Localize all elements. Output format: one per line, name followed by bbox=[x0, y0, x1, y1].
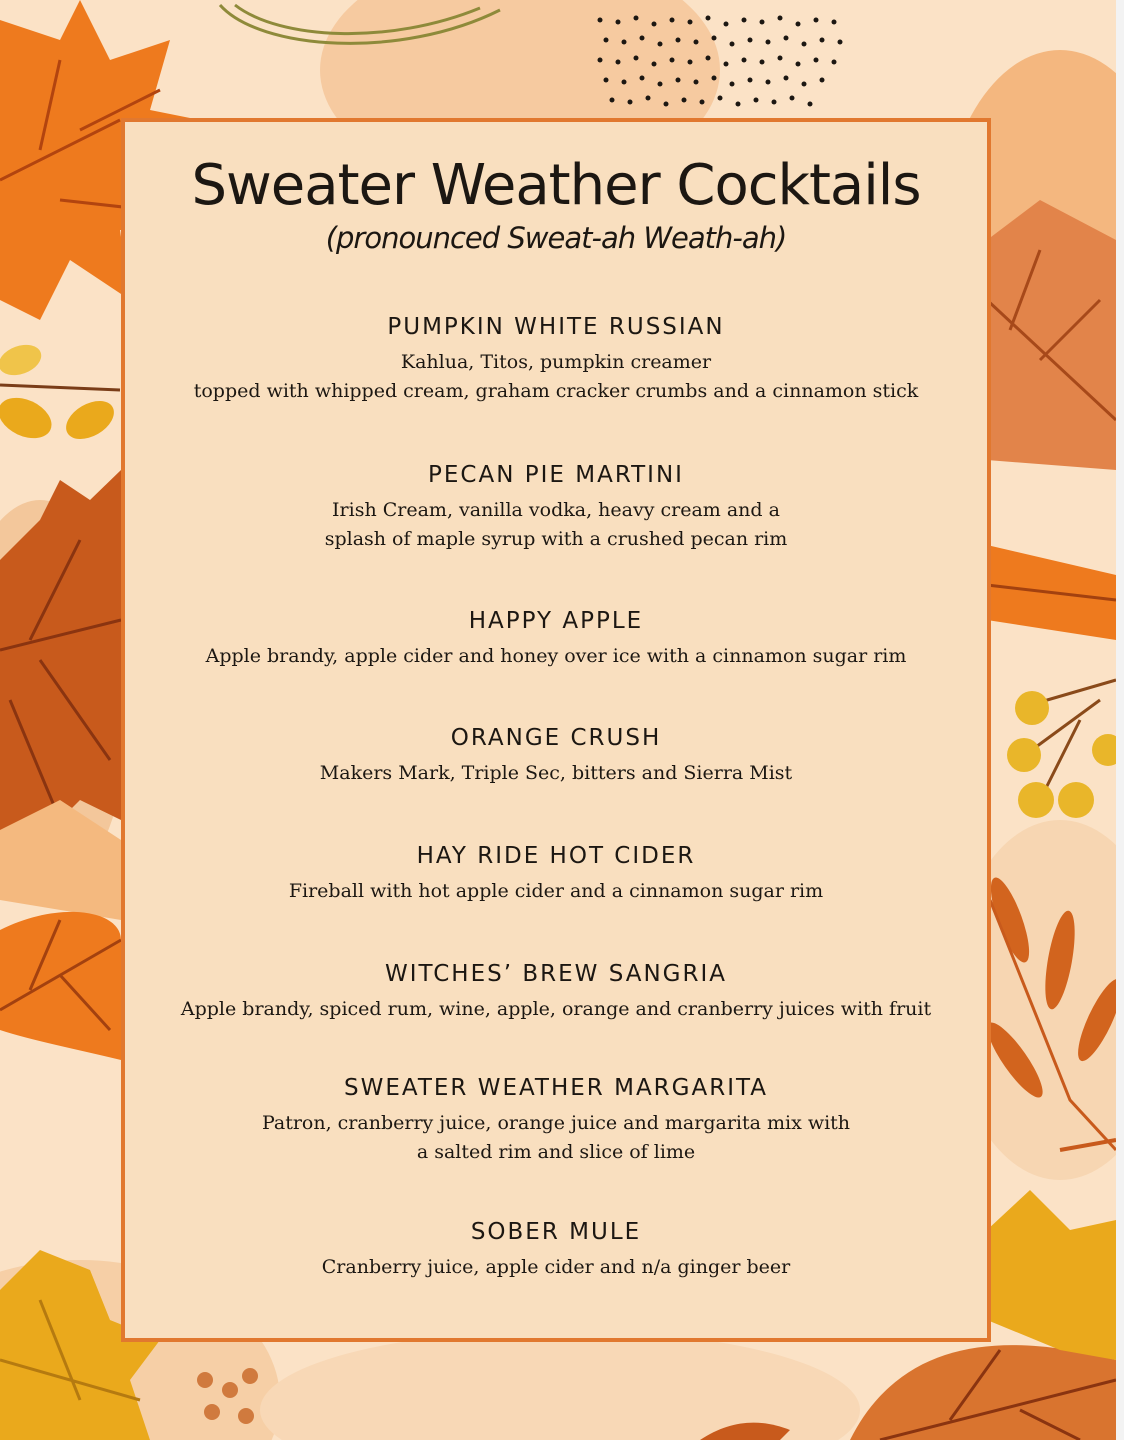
item-name: HAPPY APPLE bbox=[468, 608, 644, 634]
item-name: HAY RIDE HOT CIDER bbox=[416, 843, 696, 869]
item-description-line: Kahlua, Titos, pumpkin creamer bbox=[400, 351, 712, 373]
item-description-line: Fireball with hot apple cider and a cinnamon sugar rim bbox=[288, 880, 824, 902]
page-edge-strip bbox=[1116, 0, 1124, 1440]
item-description-line: Cranberry juice, apple cider and n/a ginger beer bbox=[321, 1256, 791, 1278]
menu-title: Sweater Weather Cocktails bbox=[191, 153, 921, 218]
item-name: PECAN PIE MARTINI bbox=[428, 462, 684, 488]
menu-item-hay-ride-hot-cider bbox=[125, 841, 987, 906]
item-description-line: Irish Cream, vanilla vodka, heavy cream and a bbox=[332, 499, 780, 521]
menu-panel bbox=[121, 118, 991, 1342]
menu-item-sweater-weather-margarita bbox=[125, 1073, 987, 1167]
item-name: WITCHES’ BREW SANGRIA bbox=[385, 961, 727, 987]
menu-item-witches-brew-sangria bbox=[125, 959, 987, 1024]
item-name: SOBER MULE bbox=[470, 1219, 642, 1245]
item-description-line: topped with whipped cream, graham cracker crumbs and a cinnamon stick bbox=[193, 380, 919, 402]
item-description-line: Patron, cranberry juice, orange juice and margarita mix with bbox=[261, 1112, 851, 1134]
menu-item-pecan-pie-martini bbox=[125, 460, 987, 554]
item-description-line: Apple brandy, apple cider and honey over ice with a cinnamon sugar rim bbox=[205, 645, 907, 667]
menu-item-pumpkin-white-russian bbox=[125, 312, 987, 406]
item-description-line: splash of maple syrup with a crushed pecan rim bbox=[324, 528, 788, 550]
item-description-line: a salted rim and slice of lime bbox=[416, 1141, 696, 1163]
menu-item-sober-mule bbox=[125, 1217, 987, 1282]
item-name: SWEATER WEATHER MARGARITA bbox=[344, 1075, 768, 1101]
menu-item-happy-apple bbox=[125, 606, 987, 671]
item-name: PUMPKIN WHITE RUSSIAN bbox=[387, 314, 725, 340]
item-description-line: Makers Mark, Triple Sec, bitters and Sierra Mist bbox=[319, 762, 793, 784]
menu-subtitle: (pronounced Sweat-ah Weath-ah) bbox=[325, 221, 787, 255]
peach-leaf-right-top bbox=[987, 200, 1116, 470]
menu-item-orange-crush bbox=[125, 723, 987, 788]
item-name: ORANGE CRUSH bbox=[450, 725, 662, 751]
item-description-line: Apple brandy, spiced rum, wine, apple, orange and cranberry juices with fruit bbox=[180, 998, 932, 1020]
